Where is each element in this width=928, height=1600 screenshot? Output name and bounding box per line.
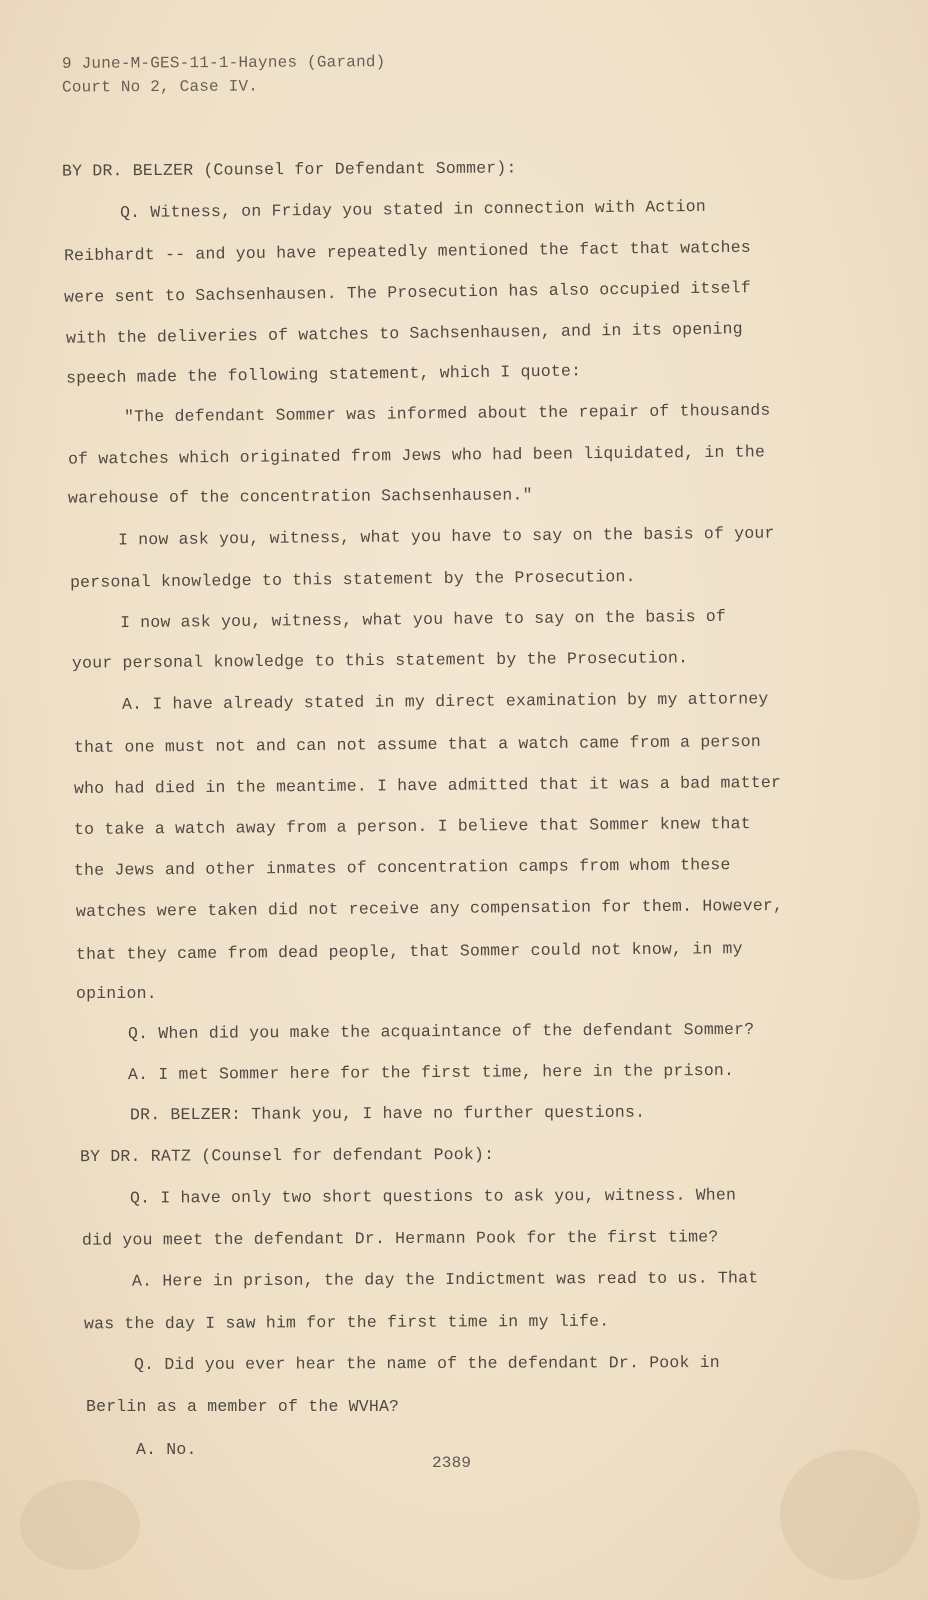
text-line: Berlin as a member of the WVHA? <box>86 1397 400 1416</box>
text-line: that they came from dead people, that Sommer could not know, in my <box>75 939 743 964</box>
quote-line: warehouse of the concentration Sachsenhausen." <box>67 485 533 508</box>
answer-line: A. Here in prison, the day the Indictment was read to us. That <box>131 1268 759 1291</box>
speaker-heading: BY DR. BELZER (Counsel for Defendant Sommer): <box>61 158 517 181</box>
question-line: Q. When did you make the acquaintance of the defendant Sommer? <box>127 1019 755 1044</box>
text-line: personal knowledge to this statement by the Prosecution. <box>69 567 636 592</box>
text-line: I now ask you, witness, what you have to say on the basis of <box>119 606 727 633</box>
text-line: opinion. <box>76 984 157 1003</box>
answer-line: A. No. <box>136 1440 197 1459</box>
text-line: that one must not and can not assume that a watch came from a person <box>73 732 761 757</box>
paper-stain <box>780 1450 920 1580</box>
text-line: were sent to Sachsenhausen. The Prosecution has also occupied itself <box>63 278 752 307</box>
question-line: Q. Witness, on Friday you stated in connection with Action <box>119 196 706 223</box>
answer-line: A. I met Sommer here for the first time, here in the prison. <box>127 1060 735 1085</box>
text-line: who had died in the meantime. I have admitted that it was a bad matter <box>73 772 782 799</box>
text-line: speech made the following statement, which I quote: <box>65 361 582 388</box>
quote-line: of watches which originated from Jews who had been liquidated, in the <box>67 442 766 469</box>
text-line: watches were taken did not receive any compensation for them. However, <box>75 895 784 922</box>
header-line-1: 9 June-M-GES-11-1-Haynes (Garand) <box>61 53 386 73</box>
text-line: I now ask you, witness, what you have to say on the basis of your <box>117 523 775 550</box>
quote-line: "The defendant Sommer was informed about the repair of thousands <box>123 400 771 427</box>
text-line: to take a watch away from a person. I believe that Sommer knew that <box>73 814 751 839</box>
text-line: was the day I saw him for the first time in my life. <box>83 1311 610 1334</box>
header-line-2: Court No 2, Case IV. <box>61 77 259 97</box>
page-number: 2389 <box>432 1454 472 1472</box>
paper-stain <box>20 1480 140 1570</box>
question-line: Q. I have only two short questions to ask you, witness. When <box>129 1185 737 1208</box>
text-line: Reibhardt -- and you have repeatedly mentioned the fact that watches <box>63 237 752 266</box>
text-line: your personal knowledge to this statement by the Prosecution. <box>71 648 689 673</box>
text-line: with the deliveries of watches to Sachsenhausen, and in its opening <box>65 319 743 348</box>
speaker-heading: BY DR. RATZ (Counsel for defendant Pook): <box>79 1144 495 1167</box>
speaker-line: DR. BELZER: Thank you, I have no further questions. <box>129 1102 646 1125</box>
text-line: the Jews and other inmates of concentration camps from whom these <box>73 855 731 880</box>
question-line: Q. Did you ever hear the name of the defendant Dr. Pook in <box>133 1352 720 1375</box>
answer-line: A. I have already stated in my direct examination by my attorney <box>121 689 769 714</box>
text-line: did you meet the defendant Dr. Hermann Pook for the first time? <box>81 1227 719 1250</box>
